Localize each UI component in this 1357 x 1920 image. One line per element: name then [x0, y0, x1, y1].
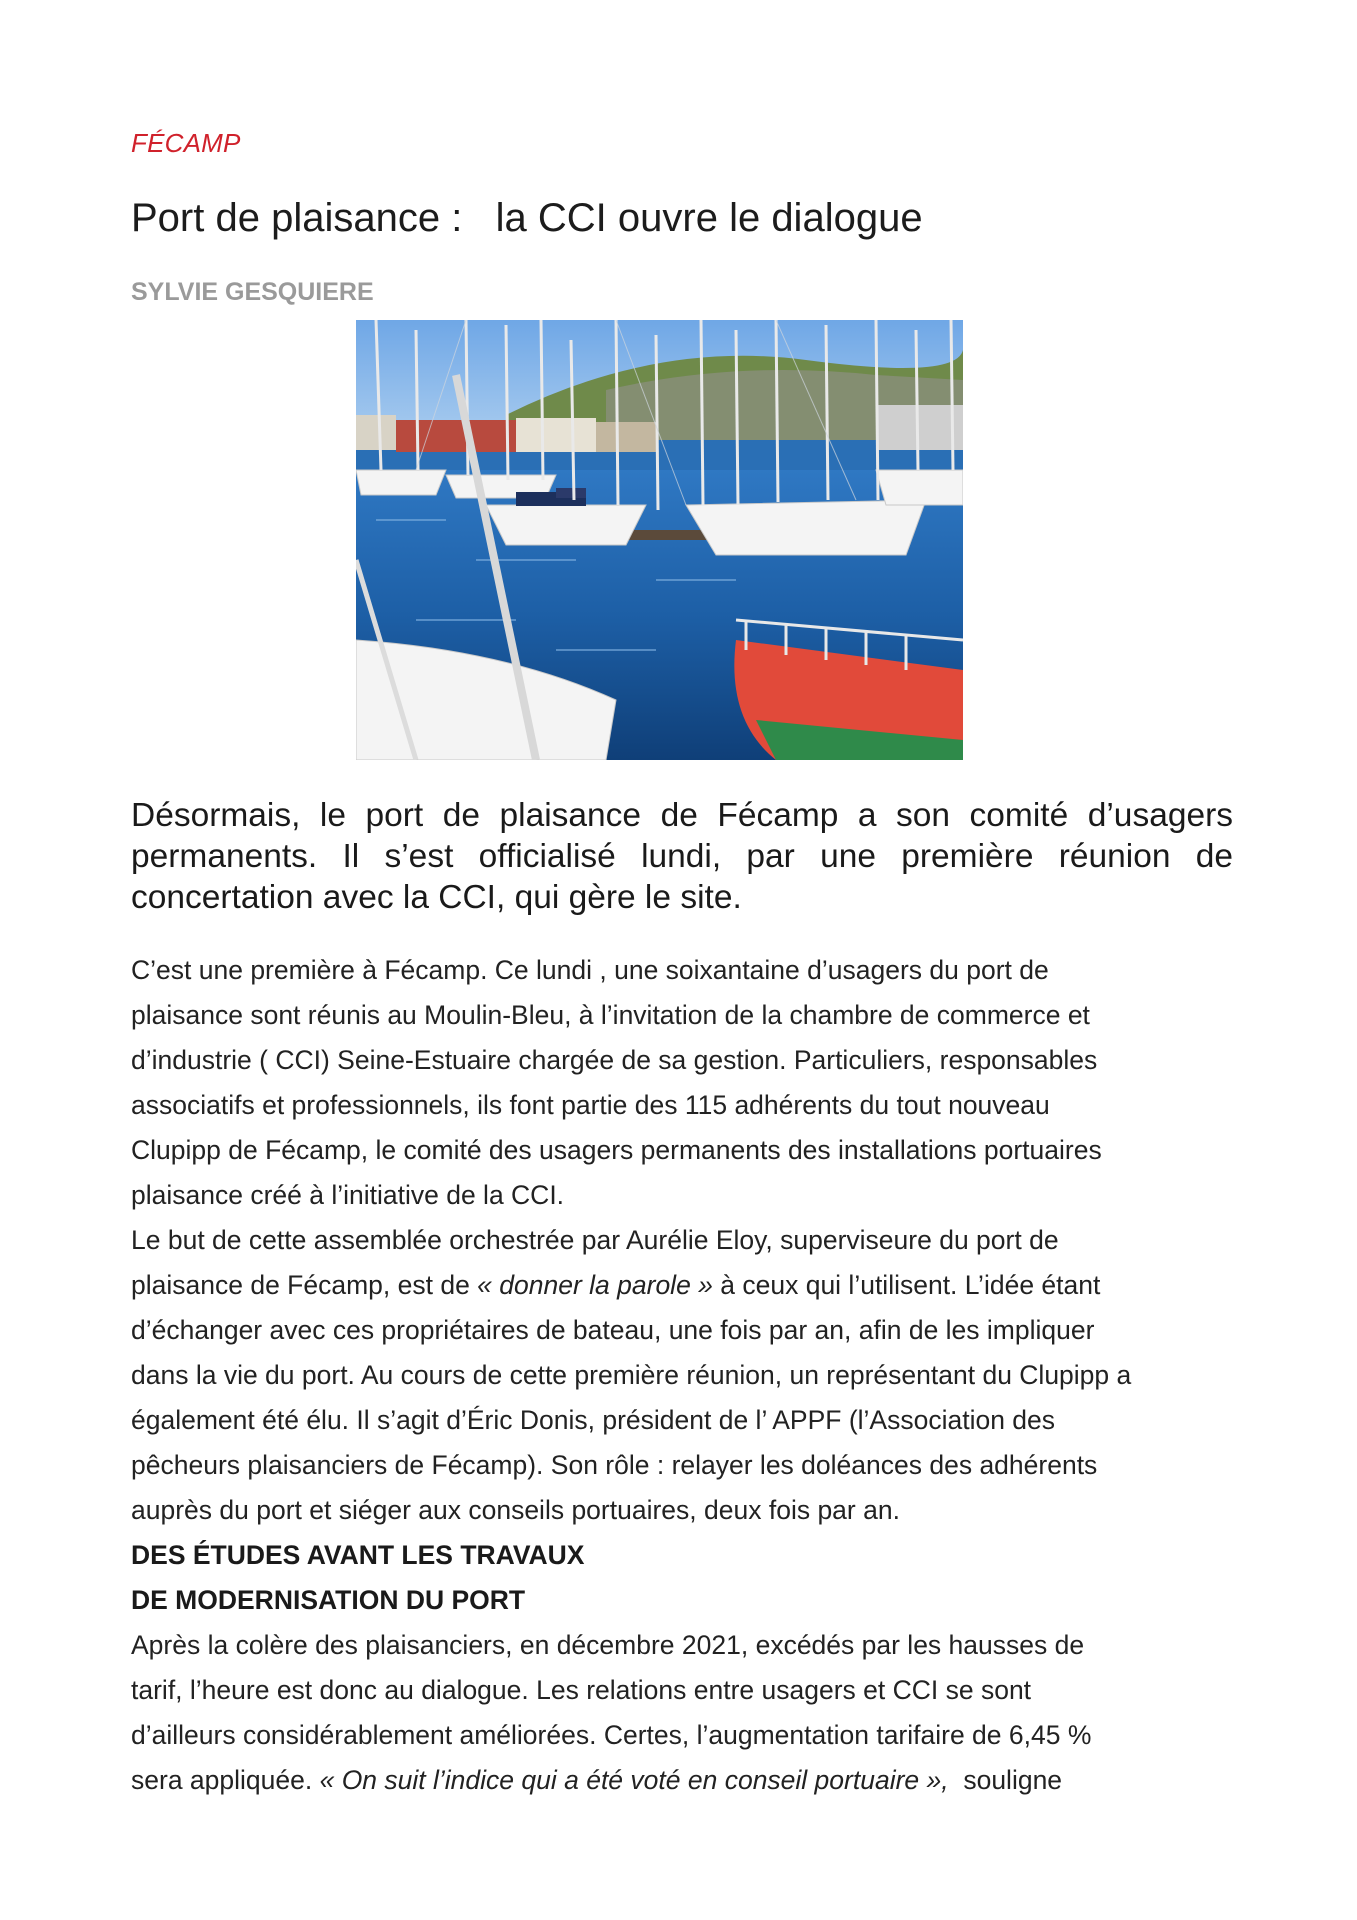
- body-line: Clupipp de Fécamp, le comité des usagers permanents des installations portuaires: [131, 1135, 1102, 1165]
- body-line: dans la vie du port. Au cours de cette première réunion, un représentant du Clupipp a: [131, 1360, 1132, 1390]
- body-line: Après la colère des plaisanciers, en décembre 2021, excédés par les hausses de: [131, 1630, 1085, 1660]
- body-line: tarif, l’heure est donc au dialogue. Les relations entre usagers et CCI se sont: [131, 1675, 1032, 1705]
- body-paragraph-2: [131, 1218, 1241, 1533]
- marina-photo: [356, 320, 963, 760]
- body-line: plaisance sont réunis au Moulin-Bleu, à l’invitation de la chambre de commerce et: [131, 1000, 1090, 1030]
- body-line: associatifs et professionnels, ils font partie des 115 adhérents du tout nouveau: [131, 1090, 1050, 1120]
- body-line: plaisance de Fécamp, est de: [131, 1270, 478, 1300]
- body-paragraph-1: [131, 948, 1241, 1218]
- body-line: Le but de cette assemblée orchestrée par Aurélie Eloy, superviseure du port de: [131, 1225, 1059, 1255]
- article-lead: Désormais, le port de plaisance de Fécamp a son comité d’usagers permanents. Il s’est officialisé lundi, par une première réunion de concertation avec la CCI, qui gère le site.: [131, 797, 1233, 916]
- subheading-line-1: DES ÉTUDES AVANT LES TRAVAUX: [131, 1540, 585, 1570]
- subheading: [131, 1533, 1241, 1623]
- body-paragraph-3: [131, 1623, 1241, 1803]
- body-line: d’ailleurs considérablement améliorées. Certes, l’augmentation tarifaire de 6,45 %: [131, 1720, 1092, 1750]
- body-line: d’industrie ( CCI) Seine-Estuaire chargée de sa gestion. Particuliers, responsables: [131, 1045, 1098, 1075]
- quote: « On suit l’indice qui a été voté en conseil portuaire »,: [319, 1765, 949, 1795]
- body-line: pêcheurs plaisanciers de Fécamp). Son rôle : relayer les doléances des adhérents: [131, 1450, 1098, 1480]
- body-line: C’est une première à Fécamp. Ce lundi , une soixantaine d’usagers du port de: [131, 955, 1049, 985]
- body-line: également été élu. Il s’agit d’Éric Donis, président de l’ APPF (l’Association des: [131, 1405, 1056, 1435]
- article-title: Port de plaisance : la CCI ouvre le dialogue: [131, 196, 923, 240]
- section-label: FÉCAMP: [131, 128, 241, 158]
- subheading-line-2: DE MODERNISATION DU PORT: [131, 1585, 526, 1615]
- article-body: [131, 948, 1241, 1803]
- body-line: souligne: [948, 1765, 1063, 1795]
- body-line: plaisance créé à l’initiative de la CCI.: [131, 1180, 565, 1210]
- body-line: d’échanger avec ces propriétaires de bateau, une fois par an, afin de les impliquer: [131, 1315, 1095, 1345]
- quote: « donner la parole »: [477, 1270, 713, 1300]
- body-line: sera appliquée.: [131, 1765, 320, 1795]
- author-byline: SYLVIE GESQUIERE: [131, 278, 374, 306]
- body-line: à ceux qui l’utilisent. L’idée étant: [712, 1270, 1101, 1300]
- body-line: auprès du port et siéger aux conseils portuaires, deux fois par an.: [131, 1495, 900, 1525]
